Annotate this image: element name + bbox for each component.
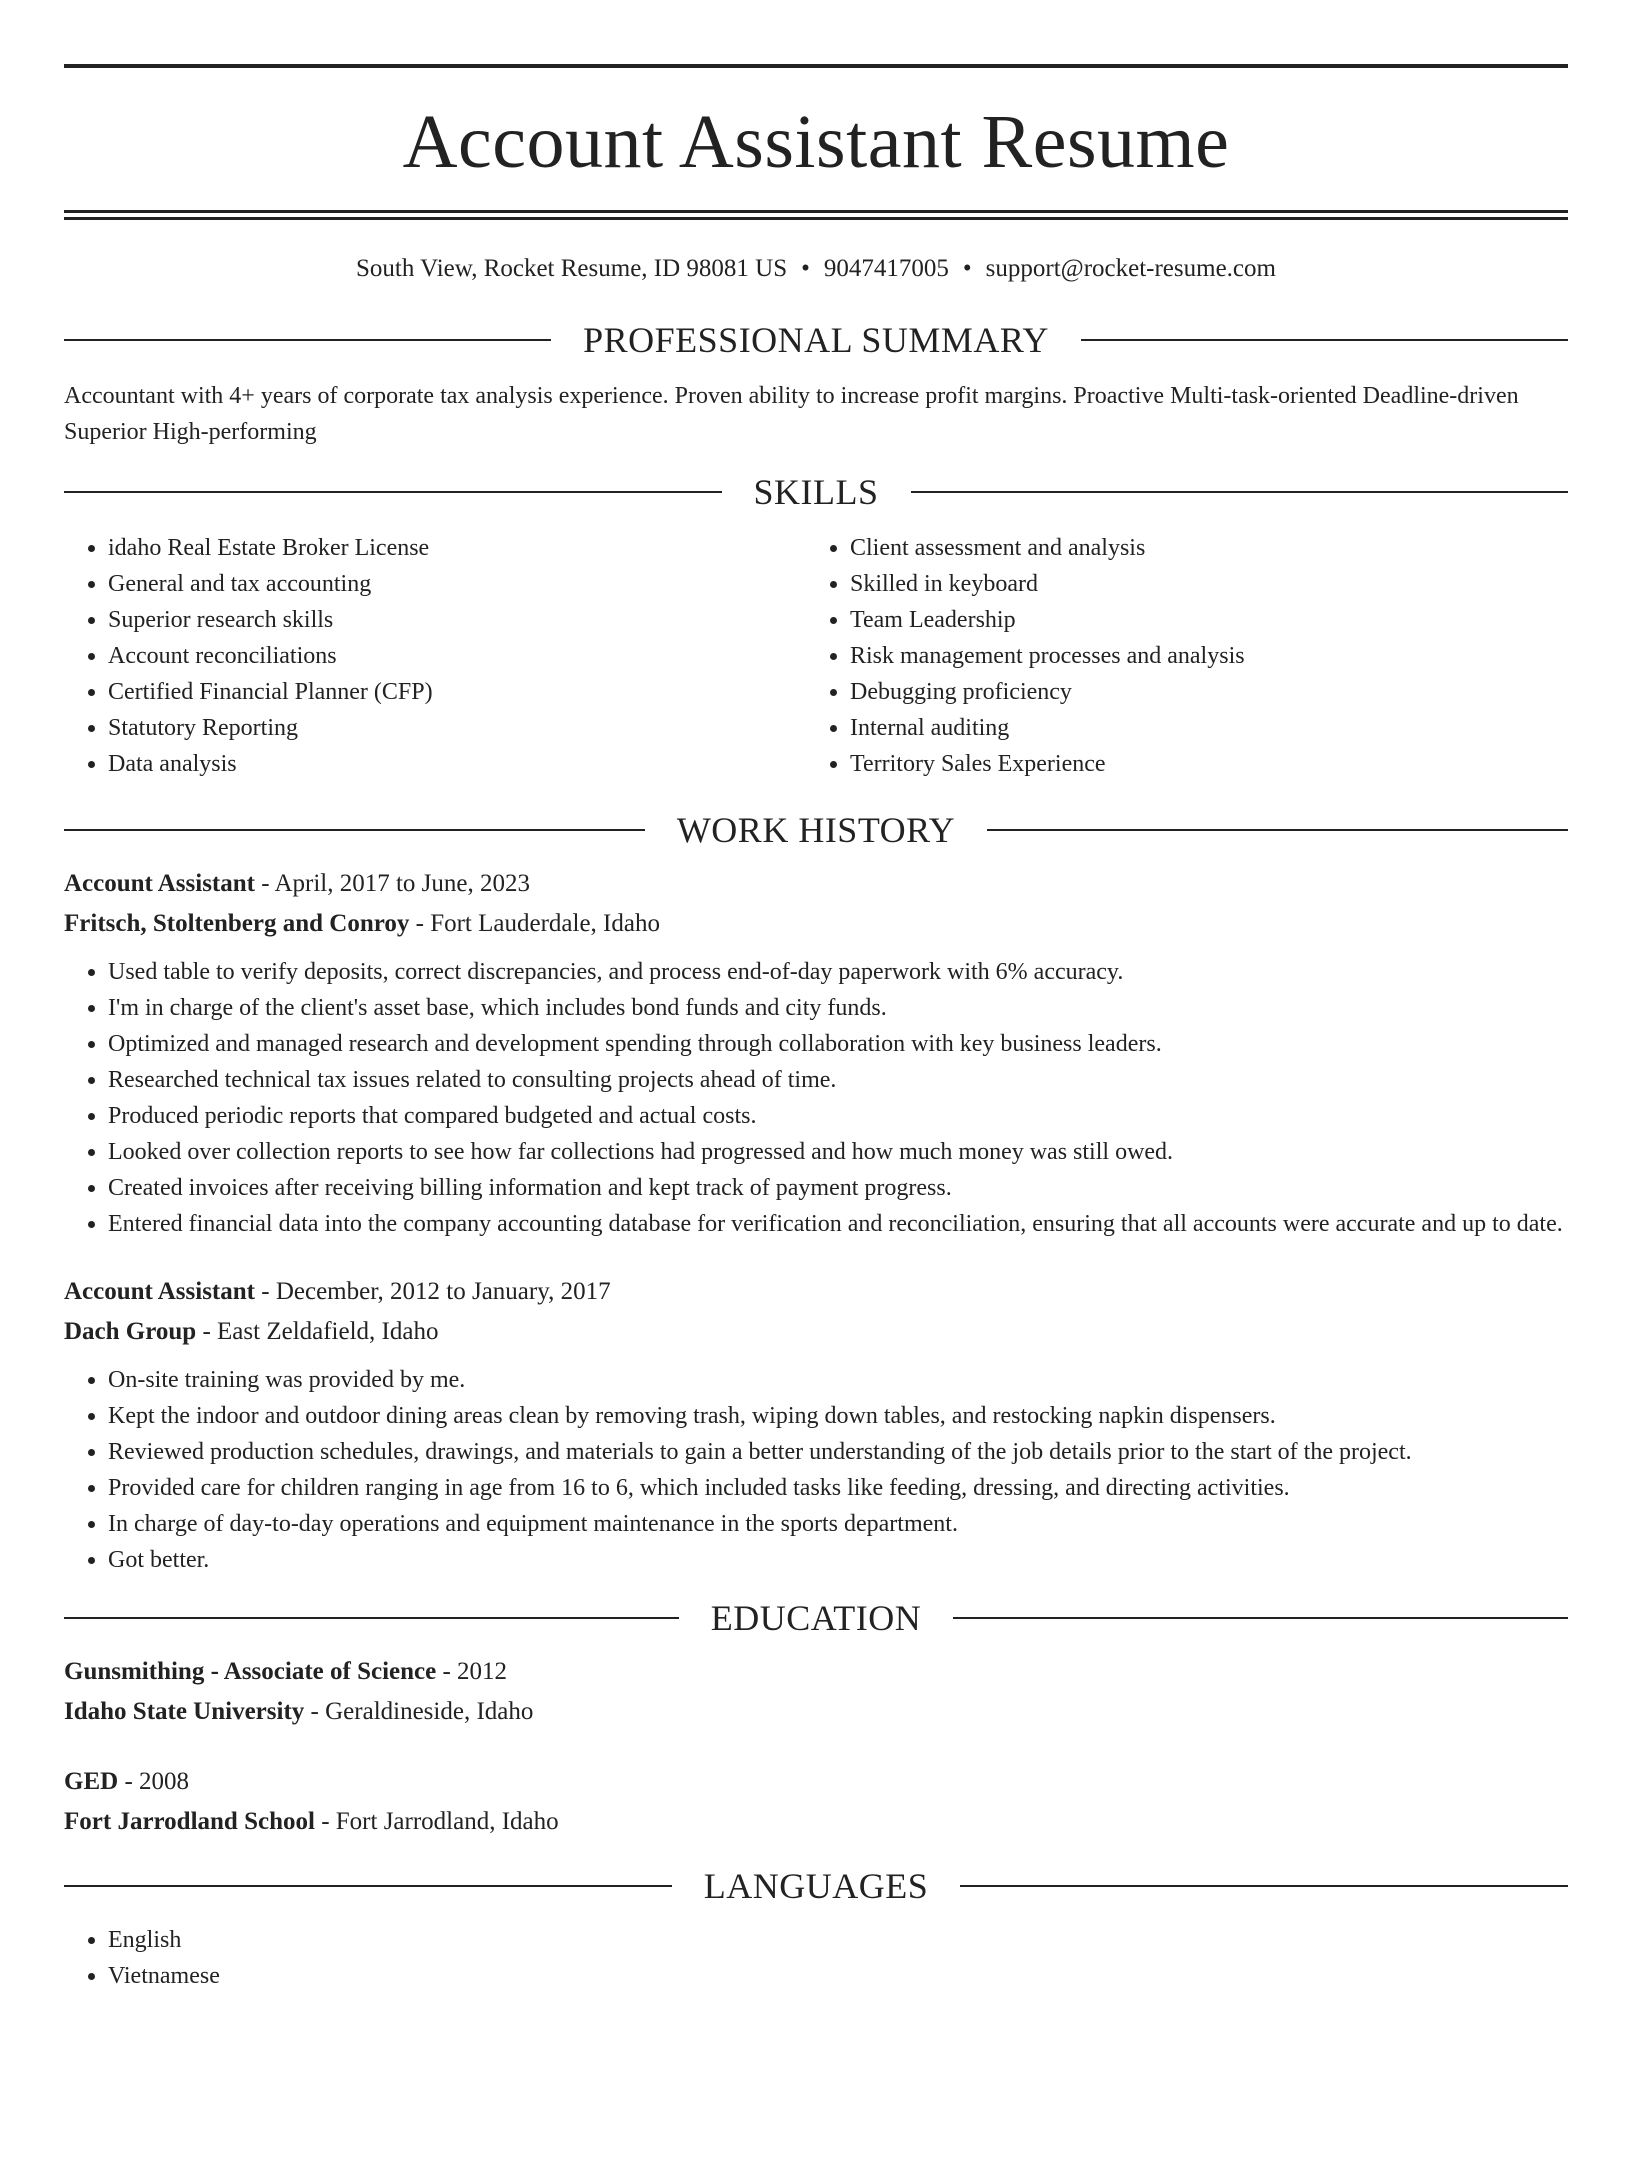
job-entry — [64, 1272, 1568, 1578]
job-duty: • In charge of day-to-day operations and equipment maintenance in the sports department. — [108, 1506, 1568, 1542]
job-location: - East Zeldafield, Idaho — [196, 1318, 439, 1345]
resume-page — [0, 64, 1632, 2176]
education-school-line — [64, 1802, 1568, 1842]
skill-item: • Account reconciliations — [108, 638, 806, 674]
education-school: Idaho State University — [64, 1698, 305, 1725]
job-duty: • Produced periodic reports that compared budgeted and actual costs. — [108, 1098, 1568, 1134]
job-company: Dach Group — [64, 1318, 197, 1345]
skill-item: • Data analysis — [108, 746, 806, 782]
skills-column-right — [806, 530, 1548, 782]
heading-rule-right — [987, 829, 1568, 831]
contact-address: South View, Rocket Resume, ID 98081 US — [356, 255, 788, 282]
summary-heading — [64, 318, 1568, 362]
heading-rule-left — [64, 491, 722, 493]
skills-heading — [64, 470, 1568, 514]
heading-rule-right — [960, 1885, 1568, 1887]
job-duty: • Entered financial data into the company accounting database for verification and reconciliation, ensuring that all accounts were accurate and up to date. — [108, 1206, 1568, 1242]
job-duty: • Researched technical tax issues related to consulting projects ahead of time. — [108, 1062, 1568, 1098]
heading-rule-right — [953, 1617, 1568, 1619]
education-year: - 2012 — [436, 1658, 508, 1685]
job-duty: • Optimized and managed research and development spending through collaboration with key business leaders. — [108, 1026, 1568, 1062]
education-degree-line — [64, 1762, 1568, 1802]
language-item: • Vietnamese — [108, 1958, 1568, 1994]
skill-item: • Certified Financial Planner (CFP) — [108, 674, 806, 710]
education-location: - Geraldineside, Idaho — [304, 1698, 534, 1725]
skill-item: • Superior research skills — [108, 602, 806, 638]
education-entry — [64, 1652, 1568, 1732]
job-dates: - April, 2017 to June, 2023 — [255, 870, 530, 897]
heading-rule-left — [64, 1885, 672, 1887]
skill-item: • Debugging proficiency — [850, 674, 1548, 710]
job-duty: • Used table to verify deposits, correct discrepancies, and process end-of-day paperwork with 6% accuracy. — [108, 954, 1568, 990]
skills-column-left — [64, 530, 806, 782]
contact-separator: • — [801, 255, 810, 282]
education-school-line — [64, 1692, 1568, 1732]
job-entry — [64, 864, 1568, 1242]
skills-heading-label: SKILLS — [753, 472, 879, 512]
skill-item: • idaho Real Estate Broker License — [108, 530, 806, 566]
job-duty: • Got better. — [108, 1542, 1568, 1578]
contact-line — [64, 254, 1568, 284]
job-duty: • Reviewed production schedules, drawings, and materials to gain a better understanding of the job details prior to the start of the project. — [108, 1434, 1568, 1470]
education-heading — [64, 1596, 1568, 1640]
education-school: Fort Jarrodland School — [64, 1808, 315, 1835]
job-duty: • I'm in charge of the client's asset base, which includes bond funds and city funds. — [108, 990, 1568, 1026]
skill-item: • Risk management processes and analysis — [850, 638, 1548, 674]
skill-item: • Statutory Reporting — [108, 710, 806, 746]
languages-list — [64, 1922, 1568, 1994]
heading-rule-right — [911, 491, 1569, 493]
skill-item: • Team Leadership — [850, 602, 1548, 638]
summary-heading-label: PROFESSIONAL SUMMARY — [583, 320, 1049, 360]
job-duty: • Looked over collection reports to see how far collections had progressed and how much money was still owed. — [108, 1134, 1568, 1170]
education-heading-label: EDUCATION — [710, 1598, 922, 1638]
heading-rule-left — [64, 1617, 679, 1619]
job-duties — [64, 954, 1568, 1242]
education-location: - Fort Jarrodland, Idaho — [314, 1808, 559, 1835]
skill-item: • General and tax accounting — [108, 566, 806, 602]
work-heading — [64, 808, 1568, 852]
resume-title: Account Assistant Resume — [402, 100, 1230, 184]
heading-rule-right — [1081, 339, 1568, 341]
job-role: Account Assistant — [64, 870, 255, 897]
skill-item: • Skilled in keyboard — [850, 566, 1548, 602]
education-entry — [64, 1762, 1568, 1842]
heading-rule-left — [64, 339, 551, 341]
job-duty: • Created invoices after receiving billing information and kept track of payment progress. — [108, 1170, 1568, 1206]
job-company-line — [64, 1312, 1568, 1352]
contact-separator: • — [962, 255, 972, 282]
job-company: Fritsch, Stoltenberg and Conroy — [64, 910, 410, 937]
languages-heading — [64, 1864, 1568, 1908]
skills-list — [64, 530, 1568, 782]
education-year: - 2008 — [118, 1768, 190, 1795]
job-duty: • On-site training was provided by me. — [108, 1362, 1568, 1398]
job-duty: • Kept the indoor and outdoor dining areas clean by removing trash, wiping down tables, and restocking napkin dispensers. — [108, 1398, 1568, 1434]
job-company-line — [64, 904, 1568, 944]
contact-email: support@rocket-resume.com — [985, 255, 1276, 282]
job-title-line — [64, 1272, 1568, 1312]
job-dates: - December, 2012 to January, 2017 — [255, 1278, 611, 1305]
education-degree-line — [64, 1652, 1568, 1692]
top-rule — [64, 64, 1568, 68]
skill-item: • Client assessment and analysis — [850, 530, 1548, 566]
summary-text: Accountant with 4+ years of corporate tax analysis experience. Proven ability to increase profit margins. Proactive Multi-task-oriented Deadline-driven Superior High-performing — [64, 383, 1519, 445]
languages-heading-label: LANGUAGES — [703, 1866, 929, 1906]
contact-phone: 9047417005 — [823, 255, 949, 282]
job-duties — [64, 1362, 1568, 1578]
education-degree: GED — [64, 1768, 119, 1795]
job-location: - Fort Lauderdale, Idaho — [409, 910, 660, 937]
work-heading-label: WORK HISTORY — [676, 810, 956, 850]
education-degree: Gunsmithing - Associate of Science — [64, 1658, 437, 1685]
title-double-rule — [64, 210, 1568, 220]
language-item: • English — [108, 1922, 1568, 1958]
skill-item: • Territory Sales Experience — [850, 746, 1548, 782]
job-title-line — [64, 864, 1568, 904]
heading-rule-left — [64, 829, 645, 831]
skill-item: • Internal auditing — [850, 710, 1548, 746]
job-duty: • Provided care for children ranging in age from 16 to 6, which included tasks like feeding, dressing, and directing activities. — [108, 1470, 1568, 1506]
job-role: Account Assistant — [64, 1278, 255, 1305]
